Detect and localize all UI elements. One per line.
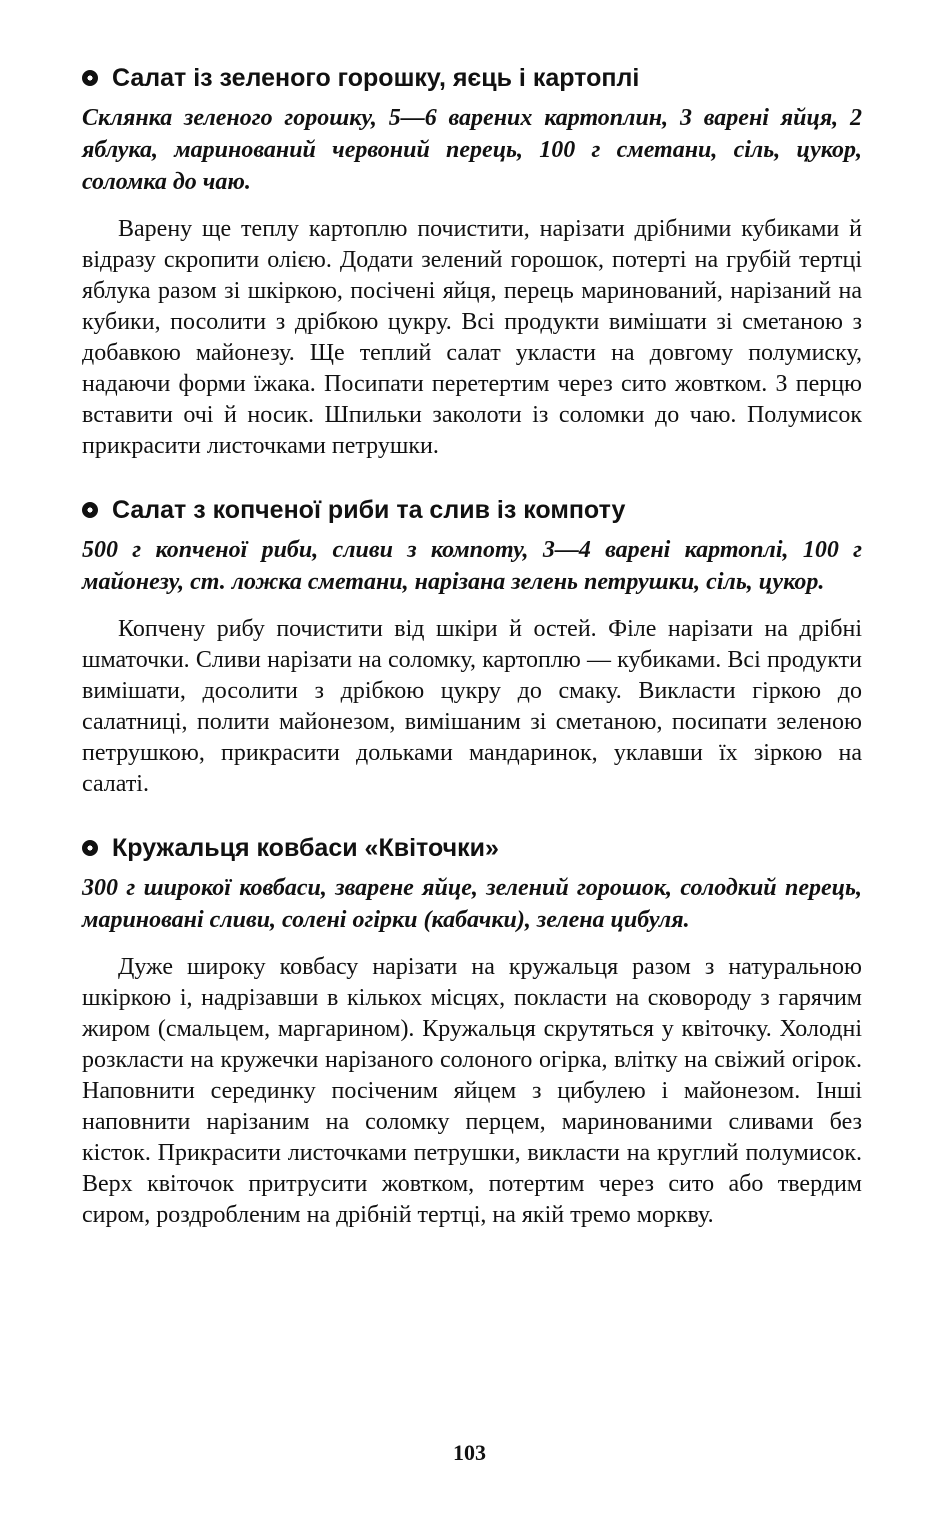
page-number: 103 [453,1440,486,1465]
recipe-title [82,830,862,866]
recipe-title-text: Салат із зеленого горошку, яєць і картоплі [112,64,640,92]
recipe-method: Варену ще теплу картоплю почистити, нарізати дрібними кубиками й відразу скропити олією. Додати зелений горошок, потерті на грубій тертці яблука разом зі шкіркою, посічені яйця, перець маринований, нарізаний на кубики, посолити з дрібкою цукру. Всі продукти вимішати зі сметаною з добавкою майонезу. Ще теплий салат укласти на довгому полумиску, надаючи форми їжака. Посипати перетертим через сито жовтком. З перцю вставити очі й носик. Шпильки заколоти із соломки до чаю. Полумисок прикрасити листочками петрушки. [82,216,862,459]
recipe-ingredients: 300 г широкої ковбаси, зварене яйце, зелений горошок, солодкий перець, мариновані сливи, солені огірки (кабачки), зелена цибуля. [82,875,862,933]
recipe-method: Дуже широку ковбасу нарізати на кружальця разом з натуральною шкіркою і, надрізавши в кількох місцях, покласти на сковороду з гарячим жиром (смальцем, маргарином). Кружальця скрутяться у квіточку. Холодні розкласти на кружечки нарізаного солоного огірка, влітку на свіжий огірок. Наповнити серединку посіченим яйцем з цибулею і майонезом. Інші наповнити нарізаним на соломку перцем, маринованими сливами без кісток. Прикрасити листочками петрушки, викласти на круглий полумисок. Верх квіточок притрусити жовтком, потертим через сито або твердим сиром, роздробленим на дрібній тертці, на якій тремо моркву. [82,954,862,1228]
recipe-method: Копчену рибу почистити від шкіри й остей. Філе нарізати на дрібні шматочки. Сливи нарізати на соломку, картоплю — кубиками. Всі продукти вимішати, досолити з дрібкою цукру до смаку. Викласти гіркою до салатниці, полити майонезом, вимішаним зі сметаною, посипати зеленою петрушкою, прикрасити дольками мандаринок, уклавши їх зіркою на салаті. [82,616,862,797]
recipe-title [82,60,862,96]
recipe-sausage-flowers [82,830,862,1231]
recipe-ingredients: 500 г копченої риби, сливи з компоту, 3—4 варені картоплі, 100 г майонезу, ст. ложка сметани, нарізана зелень петрушки, сіль, цукор. [82,537,862,595]
recipe-ingredients: Склянка зеленого горошку, 5—6 варених картоплин, 3 варені яйця, 2 яблука, маринований червоний перець, 100 г сметани, сіль, цукор, соломка до чаю. [82,105,862,195]
recipe-title-text: Кружальця ковбаси «Квіточки» [112,834,499,862]
recipe-smoked-fish-salad [82,492,862,800]
recipe-title-text: Салат з копченої риби та слив із компоту [112,496,626,524]
bullet-icon [82,502,98,518]
book-page [82,60,862,1261]
recipe-green-pea-salad [82,60,862,462]
bullet-icon [82,840,98,856]
recipe-title [82,492,862,528]
bullet-icon [82,70,98,86]
